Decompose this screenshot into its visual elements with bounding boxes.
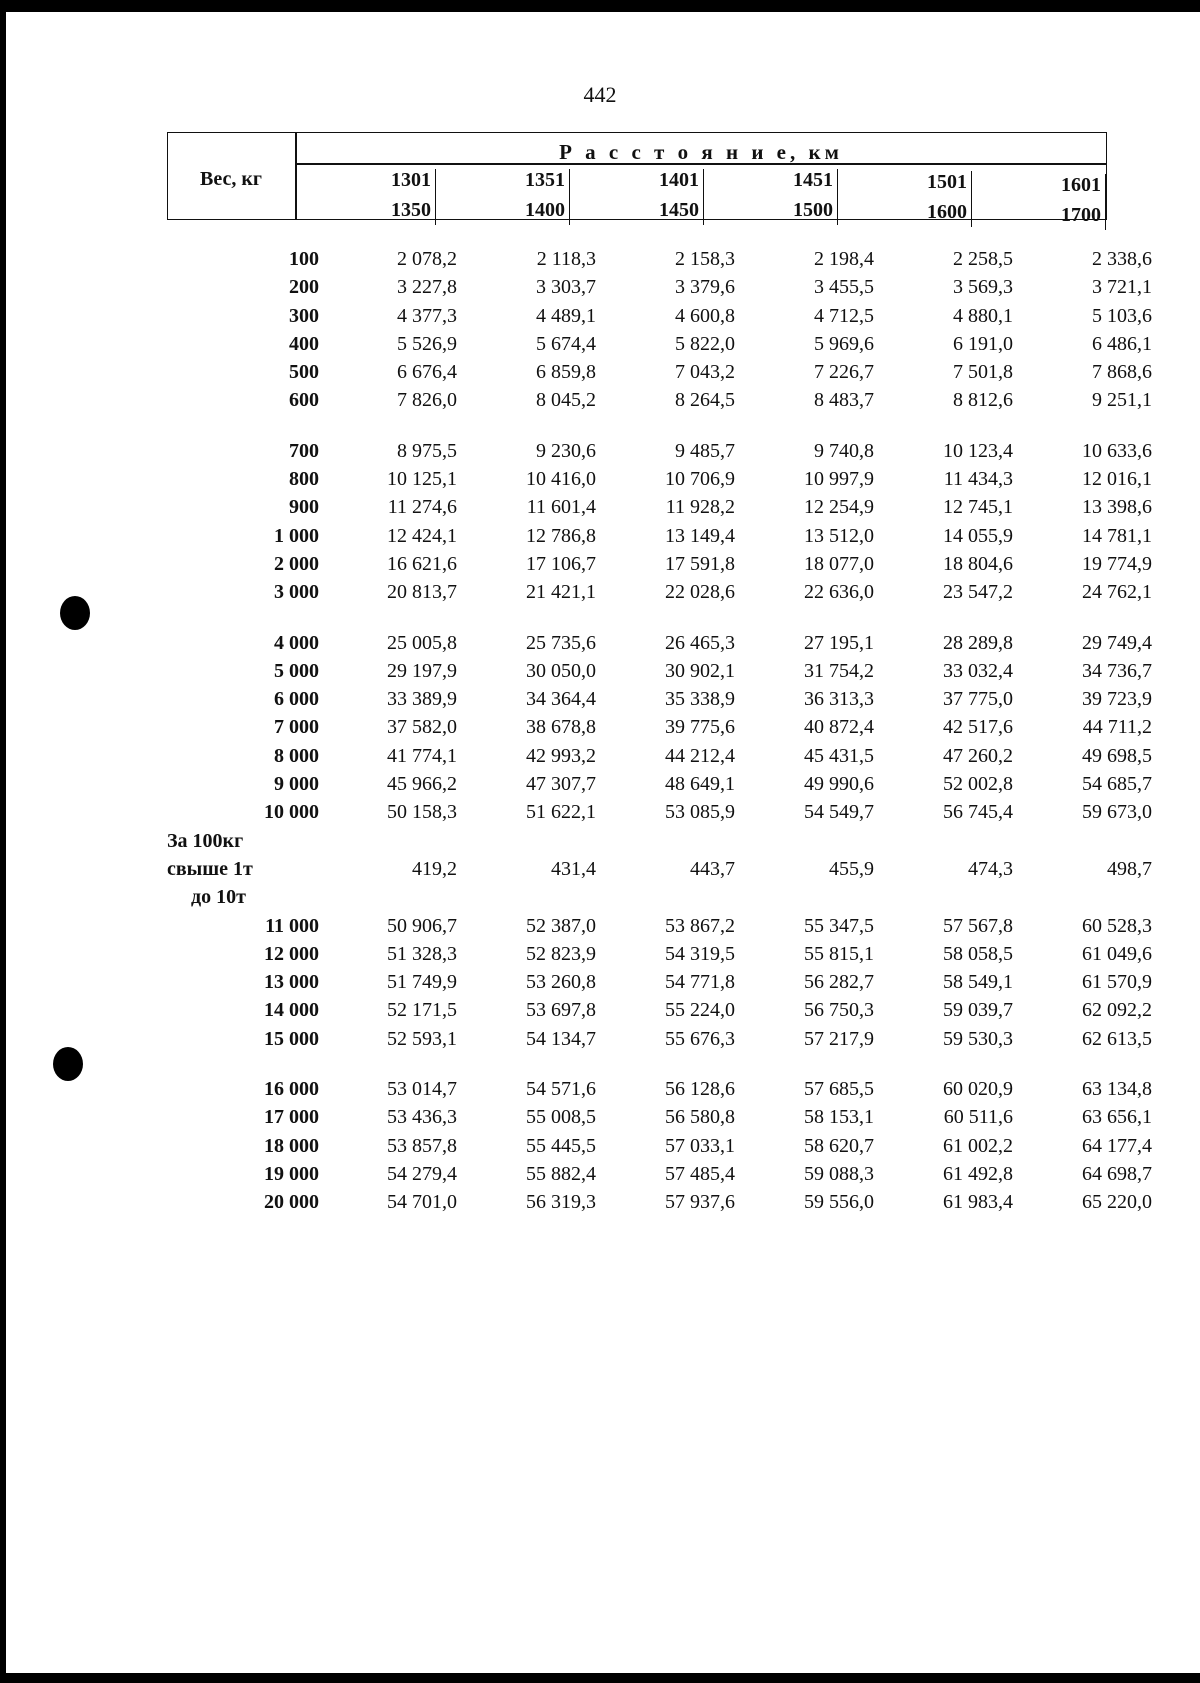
rate-cell: 60 511,6 — [943, 1106, 1013, 1129]
table-row — [167, 798, 1157, 826]
table-row — [167, 968, 1157, 996]
empty-cell — [601, 827, 740, 855]
rate-cell: 33 389,9 — [387, 688, 457, 711]
table-row — [167, 912, 1157, 940]
range-to: 1700 — [1061, 204, 1101, 226]
rate-cell: 63 656,1 — [1082, 1106, 1152, 1129]
rate-cell: 42 993,2 — [526, 744, 596, 767]
table-row — [167, 685, 1157, 713]
rate-cell: 45 966,2 — [387, 773, 457, 796]
rate-cell: 54 701,0 — [387, 1191, 457, 1214]
rate-cell: 44 711,2 — [1082, 716, 1152, 739]
rate-cell: 4 377,3 — [397, 304, 457, 327]
table-row — [167, 1103, 1157, 1131]
empty-cell — [879, 827, 1018, 855]
rate-cell: 57 033,1 — [665, 1134, 735, 1157]
rate-cell: 52 171,5 — [387, 999, 457, 1022]
rate-cell: 12 786,8 — [526, 524, 596, 547]
range-to: 1600 — [927, 201, 967, 223]
rate-cell: 61 983,4 — [943, 1191, 1013, 1214]
rate-cell: 4 489,1 — [536, 304, 596, 327]
table-row — [167, 578, 1157, 606]
rate-cell: 34 364,4 — [526, 688, 596, 711]
weight-cell: 14 000 — [264, 999, 319, 1022]
rate-cell: 56 580,8 — [665, 1106, 735, 1129]
table-row — [167, 1132, 1157, 1160]
rate-cell: 4 712,5 — [814, 304, 874, 327]
rate-cell: 52 387,0 — [526, 914, 596, 937]
weight-cell: 1 000 — [274, 524, 319, 547]
rate-cell: 7 226,7 — [814, 361, 874, 384]
empty-cell — [740, 827, 879, 855]
rate-cell: 54 571,6 — [526, 1078, 596, 1101]
rate-cell: 20 813,7 — [387, 581, 457, 604]
table-row — [167, 1025, 1157, 1053]
empty-cell — [323, 883, 462, 911]
rate-cell: 61 002,2 — [943, 1134, 1013, 1157]
rate-cell: 10 706,9 — [665, 468, 735, 491]
weight-cell: 16 000 — [264, 1078, 319, 1101]
rate-cell: 14 781,1 — [1082, 524, 1152, 547]
rate-cell: 10 633,6 — [1082, 439, 1152, 462]
rate-cell: 3 569,3 — [953, 276, 1013, 299]
rate-cell: 13 398,6 — [1082, 496, 1152, 519]
per-100kg-rate-cell: 455,9 — [829, 857, 874, 880]
range-to: 1500 — [793, 199, 833, 221]
rate-cell: 52 823,9 — [526, 942, 596, 965]
empty-cell — [1018, 883, 1157, 911]
rate-cell: 5 526,9 — [397, 332, 457, 355]
distance-column-header — [704, 165, 838, 225]
rate-cell: 53 014,7 — [387, 1078, 457, 1101]
rate-cell: 13 149,4 — [665, 524, 735, 547]
rate-cell: 5 674,4 — [536, 332, 596, 355]
rate-cell: 5 969,6 — [814, 332, 874, 355]
table-row — [167, 245, 1157, 273]
rate-cell: 59 530,3 — [943, 1027, 1013, 1050]
per-100kg-row — [167, 855, 1157, 883]
weight-cell: 18 000 — [264, 1134, 319, 1157]
rate-cell: 3 303,7 — [536, 276, 596, 299]
table-row — [167, 742, 1157, 770]
rate-cell: 51 749,9 — [387, 971, 457, 994]
rate-cell: 54 134,7 — [526, 1027, 596, 1050]
rate-cell: 49 698,5 — [1082, 744, 1152, 767]
rate-cell: 56 282,7 — [804, 971, 874, 994]
rate-cell: 55 008,5 — [526, 1106, 596, 1129]
rate-cell: 23 547,2 — [943, 581, 1013, 604]
rate-cell: 54 685,7 — [1082, 773, 1152, 796]
rate-cell: 59 088,3 — [804, 1162, 874, 1185]
rate-cell: 56 128,6 — [665, 1078, 735, 1101]
rate-cell: 65 220,0 — [1082, 1191, 1152, 1214]
distance-column-header — [972, 170, 1106, 230]
rate-cell: 55 882,4 — [526, 1162, 596, 1185]
rate-cell: 57 485,4 — [665, 1162, 735, 1185]
distance-column-header — [302, 165, 436, 225]
rate-cell: 9 485,7 — [675, 439, 735, 462]
rate-cell: 50 906,7 — [387, 914, 457, 937]
rate-cell: 10 123,4 — [943, 439, 1013, 462]
rate-cell: 17 106,7 — [526, 552, 596, 575]
rate-cell: 8 264,5 — [675, 389, 735, 412]
rate-cell: 8 812,6 — [953, 389, 1013, 412]
weight-cell: 2 000 — [274, 552, 319, 575]
table-row — [167, 713, 1157, 741]
rate-cell: 64 177,4 — [1082, 1134, 1152, 1157]
range-from: 1401 — [659, 169, 699, 191]
row-spacer — [167, 415, 1157, 437]
empty-cell — [1018, 827, 1157, 855]
rate-cell: 27 195,1 — [804, 631, 874, 654]
rate-cell: 26 465,3 — [665, 631, 735, 654]
range-from: 1301 — [391, 169, 431, 191]
range-to: 1350 — [391, 199, 431, 221]
rate-cell: 58 058,5 — [943, 942, 1013, 965]
rate-cell: 34 736,7 — [1082, 659, 1152, 682]
rate-cell: 53 436,3 — [387, 1106, 457, 1129]
rate-cell: 11 601,4 — [526, 496, 596, 519]
rate-cell: 56 745,4 — [943, 801, 1013, 824]
rate-cell: 3 455,5 — [814, 276, 874, 299]
distance-column-header — [570, 165, 704, 225]
rate-cell: 24 762,1 — [1082, 581, 1152, 604]
rate-cell: 52 593,1 — [387, 1027, 457, 1050]
rate-cell: 39 775,6 — [665, 716, 735, 739]
per-100kg-rate-cell: 498,7 — [1107, 857, 1152, 880]
empty-cell — [879, 883, 1018, 911]
weight-cell: 400 — [289, 332, 319, 355]
table-row — [167, 465, 1157, 493]
rate-cell: 29 749,4 — [1082, 631, 1152, 654]
tariff-table — [167, 245, 1157, 1217]
rate-cell: 12 016,1 — [1082, 468, 1152, 491]
weight-cell: 15 000 — [264, 1027, 319, 1050]
rate-cell: 12 254,9 — [804, 496, 874, 519]
rate-cell: 56 750,3 — [804, 999, 874, 1022]
rate-cell: 2 078,2 — [397, 248, 457, 270]
rate-cell: 59 039,7 — [943, 999, 1013, 1022]
empty-cell — [462, 883, 601, 911]
range-to: 1400 — [525, 199, 565, 221]
rate-cell: 52 002,8 — [943, 773, 1013, 796]
rate-cell: 2 118,3 — [536, 248, 596, 270]
rate-cell: 8 483,7 — [814, 389, 874, 412]
rate-cell: 37 582,0 — [387, 716, 457, 739]
rate-cell: 63 134,8 — [1082, 1078, 1152, 1101]
per-100kg-rate-cell: 419,2 — [412, 857, 457, 880]
rate-cell: 10 125,1 — [387, 468, 457, 491]
rate-cell: 29 197,9 — [387, 659, 457, 682]
rate-cell: 30 050,0 — [526, 659, 596, 682]
table-row — [167, 386, 1157, 414]
table-row — [167, 522, 1157, 550]
weight-cell: 3 000 — [274, 581, 319, 604]
weight-cell: 10 000 — [264, 801, 319, 824]
table-row — [167, 1160, 1157, 1188]
rate-cell: 56 319,3 — [526, 1191, 596, 1214]
scan-border-left — [0, 0, 6, 1683]
rate-cell: 30 902,1 — [665, 659, 735, 682]
rate-cell: 60 528,3 — [1082, 914, 1152, 937]
rate-cell: 12 424,1 — [387, 524, 457, 547]
rate-cell: 53 085,9 — [665, 801, 735, 824]
rate-cell: 4 600,8 — [675, 304, 735, 327]
rate-cell: 18 077,0 — [804, 552, 874, 575]
tariff-table-body — [167, 245, 1157, 1217]
rate-cell: 57 567,8 — [943, 914, 1013, 937]
rate-cell: 7 826,0 — [397, 389, 457, 412]
rate-cell: 19 774,9 — [1082, 552, 1152, 575]
rate-cell: 31 754,2 — [804, 659, 874, 682]
rate-cell: 2 258,5 — [953, 248, 1013, 270]
rate-cell: 61 049,6 — [1082, 942, 1152, 965]
table-row — [167, 550, 1157, 578]
range-from: 1501 — [927, 171, 967, 193]
punch-hole-icon — [53, 1047, 83, 1081]
rate-cell: 38 678,8 — [526, 716, 596, 739]
weight-cell: 8 000 — [274, 744, 319, 767]
rate-cell: 55 224,0 — [665, 999, 735, 1022]
range-from: 1451 — [793, 169, 833, 191]
weight-cell: 12 000 — [264, 942, 319, 965]
weight-cell: 100 — [289, 248, 319, 270]
rate-cell: 58 153,1 — [804, 1106, 874, 1129]
rate-cell: 51 328,3 — [387, 942, 457, 965]
rate-cell: 2 158,3 — [675, 248, 735, 270]
rate-cell: 36 313,3 — [804, 688, 874, 711]
weight-cell: 5 000 — [274, 659, 319, 682]
rate-cell: 14 055,9 — [943, 524, 1013, 547]
rate-cell: 49 990,6 — [804, 773, 874, 796]
rate-cell: 16 621,6 — [387, 552, 457, 575]
rate-cell: 39 723,9 — [1082, 688, 1152, 711]
per-100kg-rate-cell: 443,7 — [690, 857, 735, 880]
rate-cell: 55 815,1 — [804, 942, 874, 965]
weight-cell: 7 000 — [274, 716, 319, 739]
rate-cell: 60 020,9 — [943, 1078, 1013, 1101]
rate-cell: 11 274,6 — [387, 496, 457, 519]
weight-cell: 200 — [289, 276, 319, 299]
rate-cell: 8 045,2 — [536, 389, 596, 412]
per-100kg-rate-cell: 431,4 — [551, 857, 596, 880]
rate-cell: 57 685,5 — [804, 1078, 874, 1101]
table-row — [167, 1075, 1157, 1103]
rate-cell: 61 570,9 — [1082, 971, 1152, 994]
rate-cell: 5 822,0 — [675, 332, 735, 355]
rate-cell: 42 517,6 — [943, 716, 1013, 739]
weight-cell: 9 000 — [274, 773, 319, 796]
per-100kg-label: свыше 1т — [167, 857, 253, 880]
table-row — [167, 629, 1157, 657]
rate-cell: 54 279,4 — [387, 1162, 457, 1185]
rate-cell: 55 347,5 — [804, 914, 874, 937]
rate-cell: 7 868,6 — [1092, 361, 1152, 384]
per-100kg-row — [167, 883, 1157, 911]
rate-cell: 59 673,0 — [1082, 801, 1152, 824]
rate-cell: 10 997,9 — [804, 468, 874, 491]
per-100kg-label: до 10т — [191, 886, 246, 909]
rate-cell: 44 212,4 — [665, 744, 735, 767]
rate-cell: 25 735,6 — [526, 631, 596, 654]
table-row — [167, 358, 1157, 386]
rate-cell: 11 434,3 — [943, 468, 1013, 491]
weight-cell: 11 000 — [265, 914, 319, 937]
rate-cell: 6 676,4 — [397, 361, 457, 384]
rate-cell: 54 771,8 — [665, 971, 735, 994]
weight-cell: 700 — [289, 439, 319, 462]
rate-cell: 9 251,1 — [1092, 389, 1152, 412]
weight-cell: 900 — [289, 496, 319, 519]
weight-cell: 300 — [289, 304, 319, 327]
range-from: 1601 — [1061, 174, 1101, 196]
rate-cell: 5 103,6 — [1092, 304, 1152, 327]
rate-cell: 3 721,1 — [1092, 276, 1152, 299]
weight-cell: 6 000 — [274, 688, 319, 711]
rate-cell: 55 676,3 — [665, 1027, 735, 1050]
weight-cell: 17 000 — [264, 1106, 319, 1129]
punch-hole-icon — [60, 596, 90, 630]
rate-cell: 4 880,1 — [953, 304, 1013, 327]
rate-cell: 51 622,1 — [526, 801, 596, 824]
rate-cell: 6 486,1 — [1092, 332, 1152, 355]
rate-cell: 55 445,5 — [526, 1134, 596, 1157]
table-row — [167, 493, 1157, 521]
rate-cell: 17 591,8 — [665, 552, 735, 575]
rate-cell: 35 338,9 — [665, 688, 735, 711]
rate-cell: 7 043,2 — [675, 361, 735, 384]
rate-cell: 21 421,1 — [526, 581, 596, 604]
rate-cell: 9 230,6 — [536, 439, 596, 462]
rate-cell: 40 872,4 — [804, 716, 874, 739]
empty-cell — [601, 883, 740, 911]
rate-cell: 9 740,8 — [814, 439, 874, 462]
rate-cell: 10 416,0 — [526, 468, 596, 491]
rate-cell: 6 191,0 — [953, 332, 1013, 355]
scan-border-bottom — [0, 1673, 1200, 1683]
rate-cell: 37 775,0 — [943, 688, 1013, 711]
rate-cell: 3 379,6 — [675, 276, 735, 299]
rate-cell: 61 492,8 — [943, 1162, 1013, 1185]
weight-cell: 19 000 — [264, 1162, 319, 1185]
per-100kg-rate-cell: 474,3 — [968, 857, 1013, 880]
rate-cell: 53 867,2 — [665, 914, 735, 937]
table-row — [167, 770, 1157, 798]
rate-cell: 58 620,7 — [804, 1134, 874, 1157]
empty-cell — [462, 827, 601, 855]
table-row — [167, 657, 1157, 685]
rate-cell: 50 158,3 — [387, 801, 457, 824]
rate-cell: 45 431,5 — [804, 744, 874, 767]
rate-cell: 41 774,1 — [387, 744, 457, 767]
rate-cell: 11 928,2 — [665, 496, 735, 519]
table-row — [167, 940, 1157, 968]
rate-cell: 22 636,0 — [804, 581, 874, 604]
rate-cell: 3 227,8 — [397, 276, 457, 299]
rate-cell: 47 307,7 — [526, 773, 596, 796]
rate-cell: 54 549,7 — [804, 801, 874, 824]
rate-cell: 8 975,5 — [397, 439, 457, 462]
rate-cell: 47 260,2 — [943, 744, 1013, 767]
per-100kg-label: За 100кг — [167, 829, 244, 852]
row-spacer — [167, 607, 1157, 629]
rate-cell: 48 649,1 — [665, 773, 735, 796]
rate-cell: 59 556,0 — [804, 1191, 874, 1214]
rate-cell: 58 549,1 — [943, 971, 1013, 994]
rate-cell: 33 032,4 — [943, 659, 1013, 682]
table-row — [167, 302, 1157, 330]
empty-cell — [740, 883, 879, 911]
weight-column-label: Вес, кг — [200, 168, 262, 190]
rate-cell: 62 613,5 — [1082, 1027, 1152, 1050]
rate-cell: 2 198,4 — [814, 248, 874, 270]
empty-cell — [323, 827, 462, 855]
rate-cell: 53 260,8 — [526, 971, 596, 994]
distance-column-header — [436, 165, 570, 225]
rate-cell: 53 697,8 — [526, 999, 596, 1022]
weight-cell: 600 — [289, 389, 319, 412]
row-spacer — [167, 1053, 1157, 1075]
rate-cell: 57 937,6 — [665, 1191, 735, 1214]
range-to: 1450 — [659, 199, 699, 221]
rate-cell: 64 698,7 — [1082, 1162, 1152, 1185]
distance-group-label: Р а с с т о я н и е, км — [559, 140, 843, 164]
rate-cell: 22 028,6 — [665, 581, 735, 604]
rate-cell: 12 745,1 — [943, 496, 1013, 519]
rate-cell: 54 319,5 — [665, 942, 735, 965]
table-row — [167, 437, 1157, 465]
rate-cell: 2 338,6 — [1092, 248, 1152, 270]
per-100kg-row — [167, 827, 1157, 855]
rate-cell: 62 092,2 — [1082, 999, 1152, 1022]
weight-cell: 500 — [289, 361, 319, 384]
rate-cell: 7 501,8 — [953, 361, 1013, 384]
rate-cell: 53 857,8 — [387, 1134, 457, 1157]
weight-cell: 20 000 — [264, 1191, 319, 1214]
table-row — [167, 273, 1157, 301]
rate-cell: 13 512,0 — [804, 524, 874, 547]
weight-cell: 4 000 — [274, 631, 319, 654]
weight-cell: 800 — [289, 468, 319, 491]
table-row — [167, 1188, 1157, 1216]
rate-cell: 28 289,8 — [943, 631, 1013, 654]
rate-cell: 25 005,8 — [387, 631, 457, 654]
distance-column-header — [838, 167, 972, 227]
scan-border-top — [0, 0, 1200, 12]
rate-cell: 18 804,6 — [943, 552, 1013, 575]
page-number: 442 — [583, 82, 617, 107]
table-row — [167, 330, 1157, 358]
range-from: 1351 — [525, 169, 565, 191]
table-row — [167, 996, 1157, 1024]
weight-cell: 13 000 — [264, 971, 319, 994]
rate-cell: 6 859,8 — [536, 361, 596, 384]
rate-cell: 57 217,9 — [804, 1027, 874, 1050]
